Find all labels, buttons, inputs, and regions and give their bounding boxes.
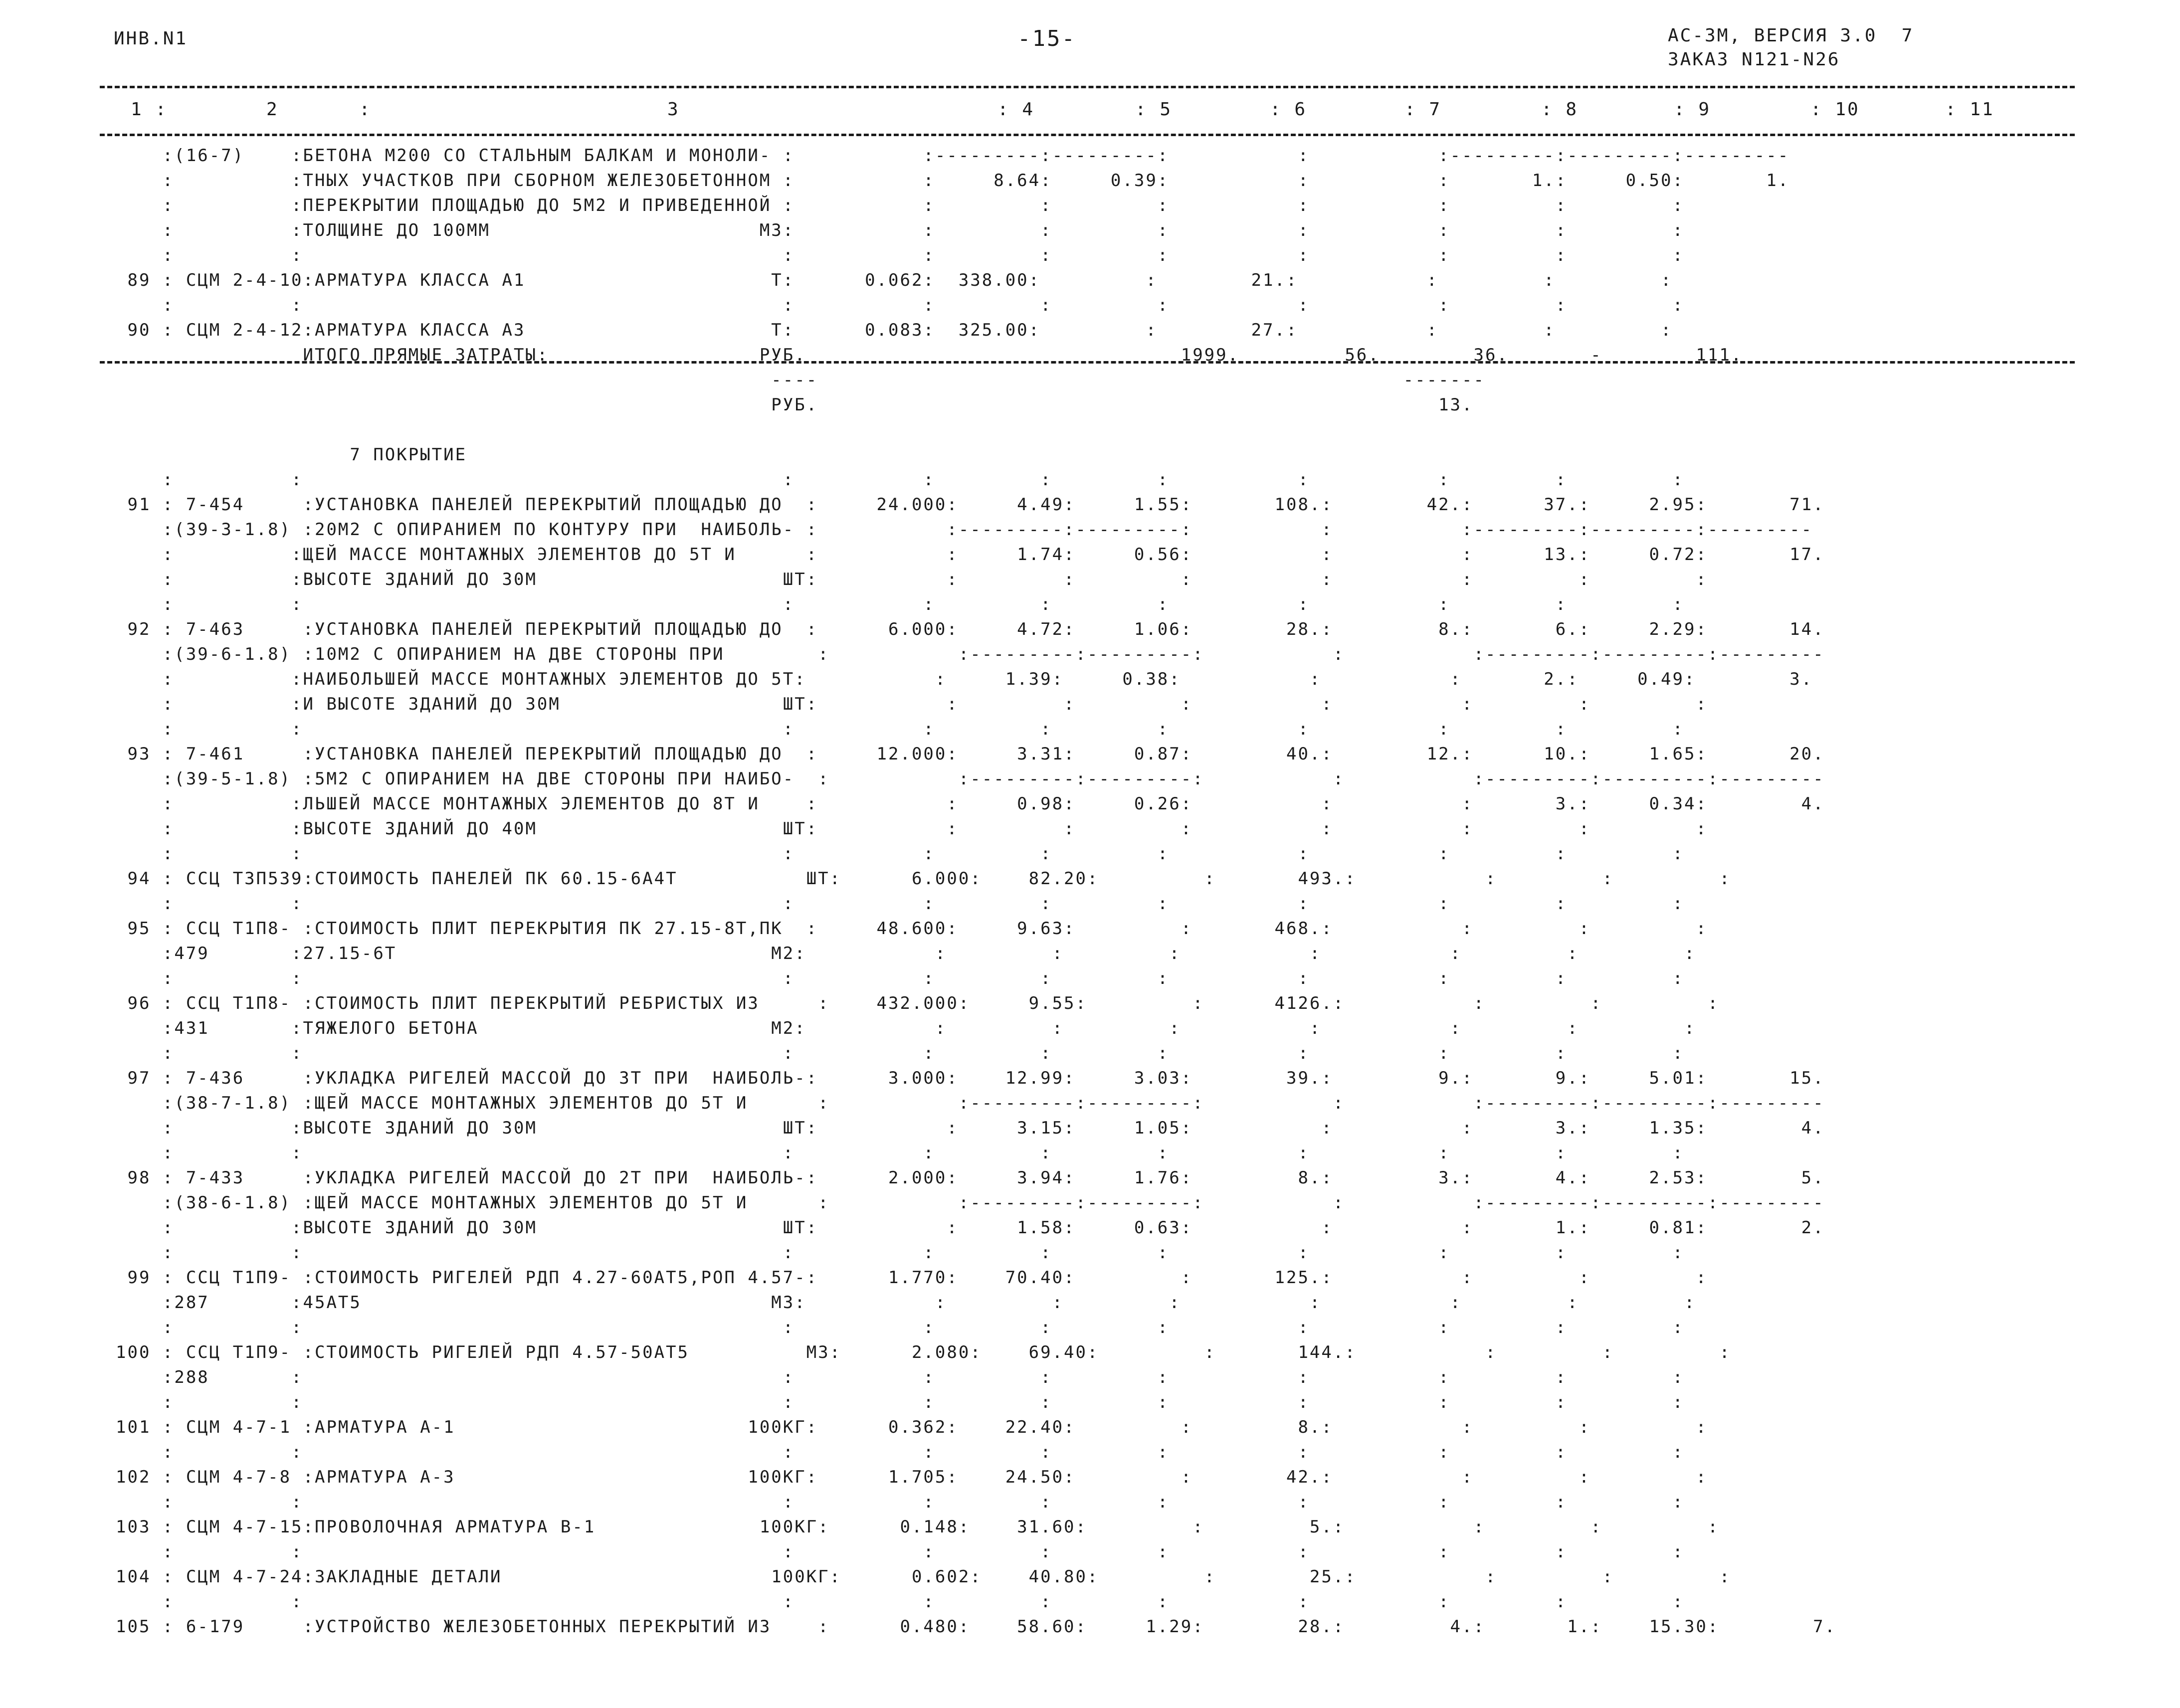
table-line: : : : : : : : : : : <box>116 1592 1684 1612</box>
table-line: 105 : 6-179 :УСТРОЙСТВО ЖЕЛЕЗОБЕТОННЫХ ПЕРЕКРЫТИЙ ИЗ : 0.480: 58.60: 1.29: 28.: 4.: 1.: 15.30: 7. <box>116 1617 1837 1637</box>
table-line: :(38-7-1.8) :ЩЕЙ МАССЕ МОНТАЖНЫХ ЭЛЕМЕНТОВ ДО 5Т И : :---------:---------: : :---------:---------:--------- <box>116 1093 1825 1113</box>
col-header-6: : 6 <box>1270 99 1307 120</box>
table-line: 7 ПОКРЫТИЕ <box>116 445 467 465</box>
table-line: :(39-6-1.8) :10М2 С ОПИРАНИЕМ НА ДВЕ СТОРОНЫ ПРИ : :---------:---------: : :---------:---------:--------- <box>116 644 1825 664</box>
table-line: : :ЛЬШЕЙ МАССЕ МОНТАЖНЫХ ЭЛЕМЕНТОВ ДО 8Т И : : 0.98: 0.26: : : 3.: 0.34: 4. <box>116 794 1825 814</box>
table-line: :(39-3-1.8) :20М2 С ОПИРАНИЕМ ПО КОНТУРУ ПРИ НАИБОЛЬ- : :---------:---------: : :---------:---------:--------- <box>116 520 1813 540</box>
table-line: 98 : 7-433 :УКЛАДКА РИГЕЛЕЙ МАССОЙ ДО 2Т ПРИ НАИБОЛЬ-: 2.000: 3.94: 1.76: 8.: 3.: 4.: 2.53: 5. <box>116 1168 1825 1188</box>
table-line: : : : : : : : : : : <box>116 1442 1684 1462</box>
col-header-7: : 7 <box>1404 99 1442 120</box>
table-line: : : : : : : : : : : <box>116 295 1684 315</box>
col-header-10: : 10 <box>1810 99 1860 120</box>
table-line: : : : : : : : : : : <box>116 1392 1684 1412</box>
table-line: : : : : : : : : : : <box>116 894 1684 914</box>
table-line: ИТОГО ПРЯМЫЕ ЗАТРАТЫ: РУБ. 1999. 56. 36. - 111. <box>116 345 1743 365</box>
col-header-11: : 11 <box>1945 99 1994 120</box>
table-line: 95 : ССЦ Т1П8- :СТОИМОСТЬ ПЛИТ ПЕРЕКРЫТИЯ ПК 27.15-8Т,ПК : 48.600: 9.63: : 468.: : : : <box>116 919 1708 939</box>
table-line: :288 : : : : : : : : : <box>116 1367 1684 1387</box>
table-line: 89 : СЦМ 2-4-10:АРМАТУРА КЛАССА А1 Т: 0.062: 338.00: : 21.: : : : <box>116 270 1673 290</box>
table-line: 103 : СЦМ 4-7-15:ПРОВОЛОЧНАЯ АРМАТУРА В-1 100КГ: 0.148: 31.60: : 5.: : : : <box>116 1517 1720 1537</box>
table-line: : :ВЫСОТЕ ЗДАНИЙ ДО 30М ШТ: : : : : : : : <box>116 569 1708 589</box>
col-header-1: 1 : <box>131 99 168 120</box>
table-line: : :ТНЫХ УЧАСТКОВ ПРИ СБОРНОМ ЖЕЛЕЗОБЕТОННОМ : : 8.64: 0.39: : : 1.: 0.50: 1. <box>116 171 1790 190</box>
table-line: РУБ. 13. <box>116 395 1474 415</box>
table-line: : :ВЫСОТЕ ЗДАНИЙ ДО 30М ШТ: : 3.15: 1.05: : : 3.: 1.35: 4. <box>116 1118 1825 1138</box>
col-header-4: : 4 <box>997 99 1035 120</box>
table-line: 101 : СЦМ 4-7-1 :АРМАТУРА А-1 100КГ: 0.362: 22.40: : 8.: : : : <box>116 1417 1708 1437</box>
program-version: АС-3М, ВЕРСИЯ 3.0 7 <box>1668 25 1914 46</box>
table-line: : : : : : : : : : : <box>116 470 1684 490</box>
table-line: : : : : : : : : : : <box>116 1492 1684 1512</box>
col-header-5: : 5 <box>1135 99 1173 120</box>
table-line: : :НАИБОЛЬШЕЙ МАССЕ МОНТАЖНЫХ ЭЛЕМЕНТОВ ДО 5Т: : 1.39: 0.38: : : 2.: 0.49: 3. <box>116 669 1813 689</box>
table-line: : :ВЫСОТЕ ЗДАНИЙ ДО 30М ШТ: : 1.58: 0.63: : : 1.: 0.81: 2. <box>116 1218 1825 1238</box>
table-line: : :ТОЛЩИНЕ ДО 100ММ М3: : : : : : : : <box>116 220 1684 240</box>
table-line: 90 : СЦМ 2-4-12:АРМАТУРА КЛАССА А3 Т: 0.083: 325.00: : 27.: : : : <box>116 320 1673 340</box>
table-line: 93 : 7-461 :УСТАНОВКА ПАНЕЛЕЙ ПЕРЕКРЫТИЙ ПЛОЩАДЬЮ ДО : 12.000: 3.31: 0.87: 40.: 12.: 10.: 1.65: 20. <box>116 744 1825 764</box>
col-header-sep: : <box>359 99 372 120</box>
col-header-9: : 9 <box>1674 99 1711 120</box>
table-line: : : : : : : : : : : <box>116 1318 1684 1337</box>
table-line: :(38-6-1.8) :ЩЕЙ МАССЕ МОНТАЖНЫХ ЭЛЕМЕНТОВ ДО 5Т И : :---------:---------: : :---------:---------:--------- <box>116 1193 1825 1213</box>
table-line: : :И ВЫСОТЕ ЗДАНИЙ ДО 30М ШТ: : : : : : : : <box>116 694 1708 714</box>
order-number: ЗАКАЗ N121-N26 <box>1668 49 1840 70</box>
table-line: :479 :27.15-6Т М2: : : : : : : : <box>116 944 1696 963</box>
table-line: :287 :45АТ5 М3: : : : : : : : <box>116 1293 1696 1313</box>
top-rule <box>100 86 2075 88</box>
col-header-3: 3 <box>667 99 680 120</box>
table-line: : : : : : : : : : : <box>116 245 1684 265</box>
table-line: :(39-5-1.8) :5М2 С ОПИРАНИЕМ НА ДВЕ СТОРОНЫ ПРИ НАИБО- : :---------:---------: : :---------:---------:--------- <box>116 769 1825 789</box>
table-line: : : : : : : : : : : <box>116 1143 1684 1163</box>
table-line: :431 :ТЯЖЕЛОГО БЕТОНА М2: : : : : : : : <box>116 1018 1696 1038</box>
table-line: : :ЩЕЙ МАССЕ МОНТАЖНЫХ ЭЛЕМЕНТОВ ДО 5Т И : : 1.74: 0.56: : : 13.: 0.72: 17. <box>116 545 1825 565</box>
table-line: 102 : СЦМ 4-7-8 :АРМАТУРА А-3 100КГ: 1.705: 24.50: : 42.: : : : <box>116 1467 1708 1487</box>
table-line: 104 : СЦМ 4-7-24:ЗАКЛАДНЫЕ ДЕТАЛИ 100КГ: 0.602: 40.80: : 25.: : : : <box>116 1567 1731 1587</box>
table-line: : :ВЫСОТЕ ЗДАНИЙ ДО 40М ШТ: : : : : : : : <box>116 819 1708 839</box>
table-line: 94 : ССЦ Т3П539:СТОИМОСТЬ ПАНЕЛЕЙ ПК 60.15-6А4Т ШТ: 6.000: 82.20: : 493.: : : : <box>116 869 1731 889</box>
table-line: : : : : : : : : : : <box>116 594 1684 614</box>
col-header-2: 2 <box>266 99 279 120</box>
table-line: 91 : 7-454 :УСТАНОВКА ПАНЕЛЕЙ ПЕРЕКРЫТИЙ ПЛОЩАДЬЮ ДО : 24.000: 4.49: 1.55: 108.: 42.: 37.: 2.95: 71. <box>116 495 1825 515</box>
table-line: : : : : : : : : : : <box>116 1243 1684 1263</box>
table-line: :(16-7) :БЕТОНА М200 СО СТАЛЬНЫМ БАЛКАМ И МОНОЛИ- : :---------:---------: : :---------:---------:--------- <box>116 146 1790 166</box>
table-line: : : : : : : : : : : <box>116 844 1684 864</box>
table-line: : :ПЕРЕКРЫТИИ ПЛОЩАДЬЮ ДО 5М2 И ПРИВЕДЕННОЙ : : : : : : : : <box>116 195 1684 215</box>
table-line: : : : : : : : : : : <box>116 1542 1684 1562</box>
inventory-number: ИНВ.N1 <box>114 28 188 49</box>
table-line: : : : : : : : : : : <box>116 1043 1684 1063</box>
table-line: : : : : : : : : : : <box>116 719 1684 739</box>
col-header-8: : 8 <box>1541 99 1579 120</box>
table-line: : : : : : : : : : : <box>116 968 1684 988</box>
table-line: 92 : 7-463 :УСТАНОВКА ПАНЕЛЕЙ ПЕРЕКРЫТИЙ ПЛОЩАДЬЮ ДО : 6.000: 4.72: 1.06: 28.: 8.: 6.: 2.29: 14. <box>116 619 1825 639</box>
page-number: -15- <box>1017 26 1076 51</box>
table-line: 97 : 7-436 :УКЛАДКА РИГЕЛЕЙ МАССОЙ ДО 3Т ПРИ НАИБОЛЬ-: 3.000: 12.99: 3.03: 39.: 9.: 9.: 5.01: 15. <box>116 1068 1825 1088</box>
table-line: 99 : ССЦ Т1П9- :СТОИМОСТЬ РИГЕЛЕЙ РДП 4.27-60АТ5,РОП 4.57-: 1.770: 70.40: : 125.: : : : <box>116 1268 1708 1288</box>
table-line: 100 : ССЦ Т1П9- :СТОИМОСТЬ РИГЕЛЕЙ РДП 4.57-50АТ5 М3: 2.080: 69.40: : 144.: : : : <box>116 1342 1731 1362</box>
table-line: 96 : ССЦ Т1П8- :СТОИМОСТЬ ПЛИТ ПЕРЕКРЫТИЙ РЕБРИСТЫХ ИЗ : 432.000: 9.55: : 4126.: : : : <box>116 993 1720 1013</box>
header-rule <box>100 134 2075 136</box>
table-line: ---- ------- <box>116 370 1485 390</box>
